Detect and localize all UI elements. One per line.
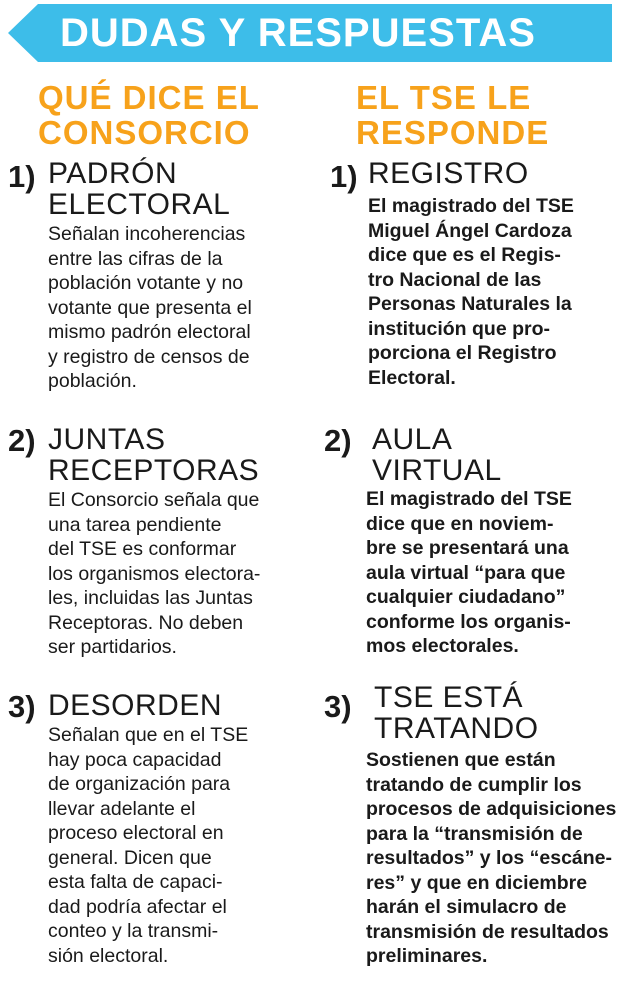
text-line: dad podría afectar el — [48, 895, 227, 918]
text-line: tro Nacional de las — [368, 268, 542, 291]
text-line: una tarea pendiente — [48, 513, 222, 536]
right-column-heading — [356, 80, 549, 150]
item-title-line: VIRTUAL — [372, 454, 502, 487]
text-line: para la “transmisión de — [366, 822, 583, 845]
text-line: les, incluidas las Juntas — [48, 587, 253, 609]
text-line: Receptoras. No deben — [48, 611, 244, 634]
item-text — [368, 194, 574, 390]
text-line: los organismos electora- — [48, 562, 261, 585]
item-title-line: TSE ESTÁ — [374, 681, 524, 714]
item-number: 2) — [324, 423, 352, 458]
text-line: conteo y la transmi- — [48, 920, 219, 942]
left-heading-line-1: QUÉ DICE EL — [38, 79, 260, 116]
item-title — [374, 682, 539, 744]
text-line: mos electorales. — [366, 635, 519, 657]
right-heading-line-2: RESPONDE — [356, 114, 550, 151]
item-number: 1) — [330, 159, 358, 194]
text-line: proceso electoral en — [48, 822, 224, 844]
item-title-line: ELECTORAL — [48, 188, 231, 221]
text-line: Señalan incoherencias — [48, 223, 246, 245]
right-heading-line-1: EL TSE LE — [356, 79, 532, 116]
text-line: llevar adelante el — [48, 797, 196, 820]
item-title-line: RECEPTORAS — [48, 454, 260, 487]
text-line: población. — [48, 370, 137, 392]
text-line: res” y que en diciembre — [366, 871, 588, 894]
item-text — [48, 488, 260, 660]
text-line: preliminares. — [366, 945, 488, 967]
text-line: aula virtual “para que — [366, 561, 566, 584]
text-line: votante que presenta el — [48, 296, 252, 319]
text-line: mismo padrón electoral — [48, 321, 251, 343]
item-title-line: AULA — [372, 423, 453, 456]
text-line: institución que pro- — [368, 317, 550, 340]
text-line: tratando de cumplir los — [366, 773, 582, 796]
text-line: general. Dicen que — [48, 846, 212, 869]
item-number: 3) — [324, 689, 352, 724]
item-title-line: TRATANDO — [374, 712, 539, 745]
text-line: y registro de censos de — [48, 345, 250, 368]
text-line: El magistrado del TSE — [366, 488, 572, 510]
header-banner — [0, 4, 627, 62]
text-line: El Consorcio señala que — [48, 489, 260, 511]
item-number: 2) — [8, 423, 36, 458]
page-title: DUDAS Y RESPUESTAS — [60, 11, 536, 55]
text-line: procesos de adquisiciones — [366, 798, 617, 820]
item-text — [366, 748, 616, 969]
item-title — [48, 158, 230, 220]
text-line: cualquier ciudadano” — [366, 586, 566, 608]
item-number: 1) — [8, 159, 36, 194]
text-line: esta falta de capaci- — [48, 871, 223, 893]
text-line: dice que es el Regis- — [368, 244, 561, 266]
text-line: ser partidarios. — [48, 636, 177, 658]
item-title — [372, 424, 502, 486]
text-line: El magistrado del TSE — [368, 195, 574, 217]
text-line: dice que en noviem- — [366, 512, 554, 535]
text-line: Miguel Ángel Cardoza — [368, 219, 572, 242]
text-line: Electoral. — [368, 366, 456, 389]
item-text — [366, 487, 572, 659]
text-line: conforme los organis- — [366, 610, 571, 633]
text-line: entre las cifras de la — [48, 247, 223, 270]
text-line: Sostienen que están — [366, 749, 556, 771]
text-line: resultados” y los “escáne- — [366, 847, 613, 869]
left-heading-line-2: CONSORCIO — [38, 114, 251, 151]
item-text — [48, 723, 248, 968]
item-text — [48, 222, 252, 394]
text-line: población votante y no — [48, 272, 244, 294]
item-title — [48, 690, 222, 721]
item-title — [368, 158, 529, 189]
item-title-line: REGISTRO — [368, 157, 529, 190]
item-title-line: JUNTAS — [48, 423, 166, 456]
item-title-line: PADRÓN — [48, 157, 178, 190]
text-line: hay poca capacidad — [48, 748, 222, 771]
text-line: porciona el Registro — [368, 342, 557, 364]
text-line: sión electoral. — [48, 944, 169, 967]
text-line: del TSE es conformar — [48, 538, 237, 560]
item-number: 3) — [8, 689, 36, 724]
text-line: transmisión de resultados — [366, 920, 609, 943]
text-line: Personas Naturales la — [368, 293, 572, 315]
text-line: harán el simulacro de — [366, 896, 567, 918]
text-line: de organización para — [48, 773, 231, 795]
item-title — [48, 424, 259, 486]
item-title-line: DESORDEN — [48, 689, 223, 722]
text-line: Señalan que en el TSE — [48, 724, 249, 746]
left-column-heading — [38, 80, 260, 150]
text-line: bre se presentará una — [366, 537, 569, 559]
